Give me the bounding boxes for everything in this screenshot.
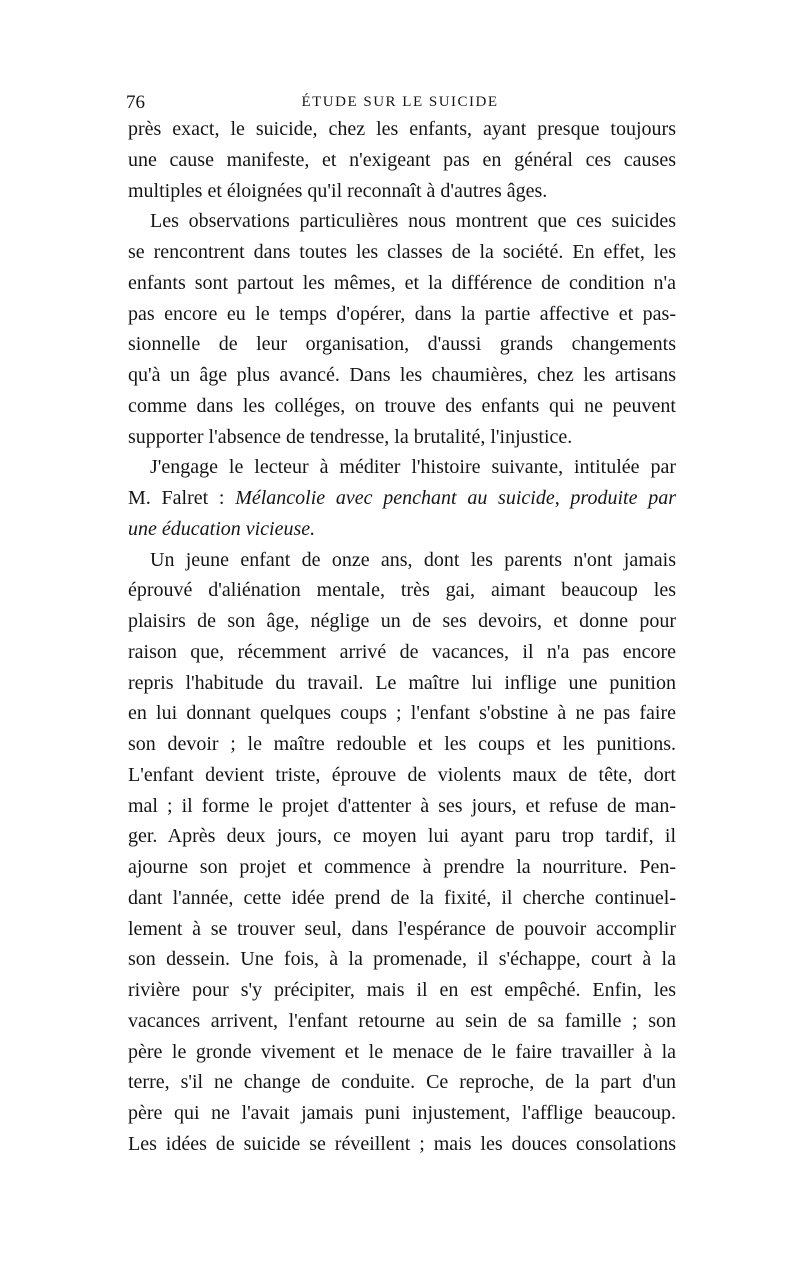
text-line: sionnelle de leur organisation, d'aussi grands changements: [128, 333, 676, 356]
text-line: ajourne son projet et commence à prendre la nourriture. Pen-: [128, 856, 676, 878]
text-line: son dessein. Une fois, à la promenade, il s'échappe, court à la: [128, 948, 676, 971]
text-line: supporter l'absence de tendresse, la brutalité, l'injustice.: [128, 425, 573, 448]
text-line: comme dans les colléges, on trouve des enfants qui ne peuvent: [128, 394, 676, 417]
text-line: qu'à un âge plus avancé. Dans les chaumières, chez les artisans: [128, 364, 676, 386]
text-line: se rencontrent dans toutes les classes de la société. En effet, les: [128, 241, 676, 263]
paragraph-start-line: Un jeune enfant de onze ans, dont les parents n'ont jamais: [150, 548, 676, 571]
text-line: en lui donnant quelques coups ; l'enfant s'obstine à ne pas faire: [128, 702, 676, 725]
text-line: lement à se trouver seul, dans l'espérance de pouvoir accomplir: [128, 917, 676, 940]
text-line: ger. Après deux jours, ce moyen lui ayant paru trop tardif, il: [128, 825, 676, 848]
text-line: terre, s'il ne change de conduite. Ce reproche, de la part d'un: [128, 1071, 676, 1094]
paragraph-start-line: Les observations particulières nous montrent que ces suicides: [150, 210, 676, 233]
text-line: raison que, récemment arrivé de vacances, il n'a pas encore: [128, 640, 676, 663]
text-line: mal ; il forme le projet d'attenter à ses jours, et refuse de man-: [128, 794, 676, 817]
text-line: pas encore eu le temps d'opérer, dans la partie affective et pas-: [128, 302, 676, 325]
text-line: L'enfant devient triste, éprouve de violents maux de tête, dort: [128, 763, 676, 786]
page-header: [124, 92, 676, 116]
text-line: une cause manifeste, et n'exigeant pas en général ces causes: [128, 148, 676, 171]
case-title-continuation: une éducation vicieuse.: [128, 517, 316, 540]
text-line: dant l'année, cette idée prend de la fixité, il cherche continuel-: [128, 886, 676, 909]
text-line: rivière pour s'y précipiter, mais il en est empêché. Enfin, les: [128, 979, 676, 1001]
text-line: son devoir ; le maître redouble et les coups et les punitions.: [128, 733, 676, 755]
text-line: Les idées de suicide se réveillent ; mais les douces consolations: [128, 1132, 676, 1155]
text-line: enfants sont partout les mêmes, et la différence de condition n'a: [128, 271, 676, 294]
text-line: repris l'habitude du travail. Le maître lui inflige une punition: [128, 671, 676, 694]
text-line: plaisirs de son âge, néglige un de ses devoirs, et donne pour: [128, 610, 676, 632]
text-line: père qui ne l'avait jamais puni injustement, l'afflige beaucoup.: [128, 1102, 676, 1124]
page-number: 76: [126, 92, 145, 113]
text-line: multiples et éloignées qu'il reconnaît à d'autres âges.: [128, 179, 548, 202]
text-line: père le gronde vivement et le menace de le faire travailler à la: [128, 1040, 676, 1063]
paragraph-start-line: J'engage le lecteur à méditer l'histoire suivante, intitulée par: [150, 456, 676, 479]
running-title: ÉTUDE SUR LE SUICIDE: [301, 94, 499, 110]
text-line: vacances arrivent, l'enfant retourne au sein de sa famille ; son: [128, 1009, 676, 1032]
author-reference: M. Falret :: [128, 487, 236, 509]
text-line: [128, 483, 676, 514]
case-title: Mélancolie avec penchant au suicide, produite par: [235, 487, 676, 509]
text-line: éprouvé d'aliénation mentale, très gai, aimant beaucoup les: [128, 579, 676, 602]
body-text: [128, 114, 676, 1160]
text-line: près exact, le suicide, chez les enfants, ayant presque toujours: [128, 118, 676, 140]
